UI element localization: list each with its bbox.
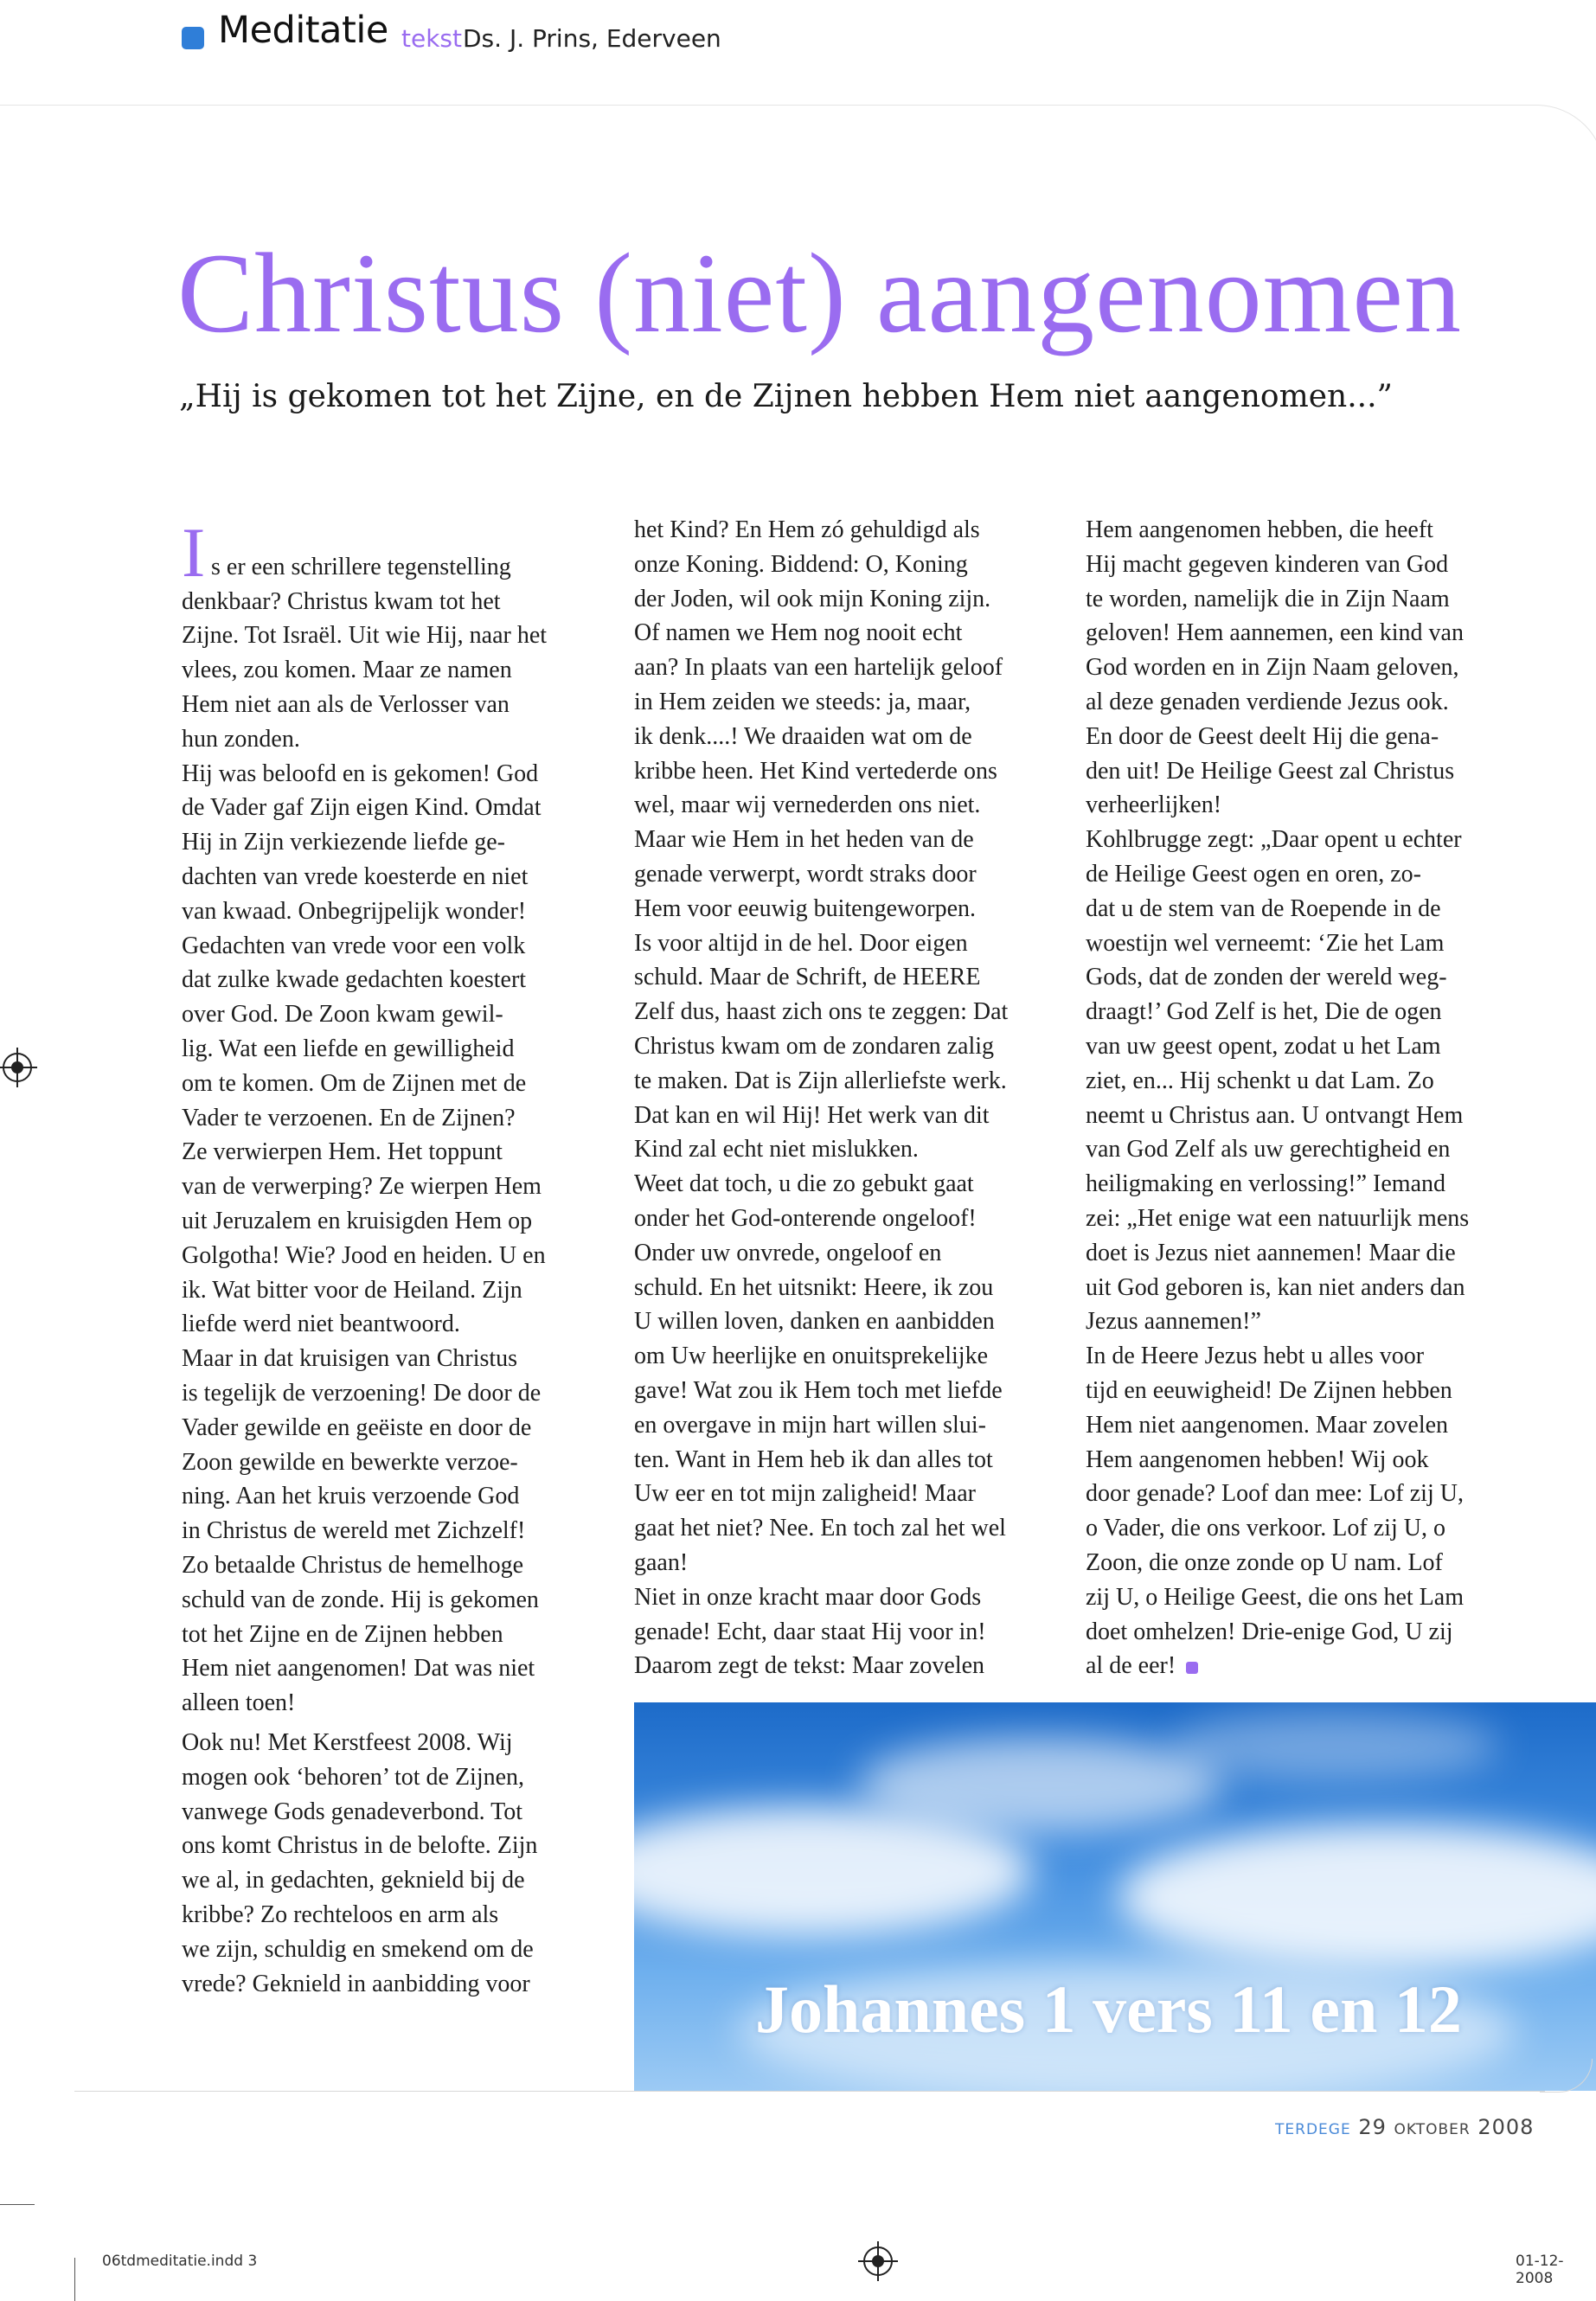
page-frame-corner	[1527, 105, 1596, 183]
body-column-1-continued: Ook nu! Met Kerstfeest 2008. Wij mogen ook ‘behoren’ tot de Zijnen, vanwege Gods genadeverbond. Tot ons komt Christus in de belofte. Zijn we al, in gedachten, geknield bij de kribbe? Zo rechteloos en arm als we zijn, schuldig en smekend om de vrede? Geknield in aanbidding voor	[182, 1729, 538, 1997]
cloud-shape	[1118, 1823, 1596, 1971]
body-column-1-text: s er een schrillere tegenstelling denkbaar? Christus kwam tot het Zijne. Tot Israël. Uit wie Hij, naar het vlees, zou komen. Maar ze namen Hem niet aan als de Verlosser van hun zonden. Hij was beloofd en is gekomen! God de Vader gaf Zijn eigen Kind. Omdat Hij in Zijn verkiezende liefde ge- dachten van vrede koesterde en niet van kwaad. Onbegrijpelijk wonder! Gedachten van vrede voor een volk dat zulke kwade gedachten koestert over God. De Zoon kwam gewil- lig. Wat een liefde en gewilligheid om te komen. Om de Zijnen met de Vader te verzoenen. En de Zijnen? Ze verwierpen Hem. Het toppunt van de verwerping? Ze wierpen Hem uit Jeruzalem en kruisigden Hem op Golgotha! Wie? Jood en heiden. U en ik. Wat bitter voor de Heiland. Zijn liefde werd niet beantwoord. Maar in dat kruisigen van Christus is tegelijk de verzoening! De door de Vader gewilde en geëiste en door de Zoon gewilde en bewerkte verzoe- ning. Aan het kruis verzoende God in Christus de wereld met Zichzelf! Zo betaalde Christus de hemelhoge schuld van de zonde. Hij is gekomen tot het Zijne en de Zijnen hebben Hem niet aangenomen! Dat was niet alleen toen!	[182, 553, 548, 1717]
article-subtitle: „Hij is gekomen tot het Zijne, en de Zijnen hebben Hem niet aangenomen...”	[179, 379, 1393, 414]
article-title: Christus (niet) aangenomen	[177, 229, 1462, 356]
registration-mark-icon	[3, 1053, 32, 1082]
end-of-article-square-icon	[1186, 1662, 1198, 1674]
section-marker-square	[182, 27, 204, 49]
cloud-shape	[1170, 1711, 1499, 1780]
body-column-3	[1086, 513, 1553, 1683]
slug-filename: 06tdmeditatie.indd 3	[102, 2253, 258, 2270]
folio	[1275, 2115, 1534, 2139]
author-name: Ds. J. Prins, Ederveen	[463, 24, 721, 53]
issue-date: 29 oktober 2008	[1358, 2115, 1535, 2139]
section-label: Meditatie	[218, 9, 388, 52]
body-column-1	[182, 513, 614, 1755]
tekst-label: tekst	[401, 24, 462, 53]
scripture-reference-caption: Johannes 1 vers 11 en 12	[755, 1971, 1462, 2047]
crop-mark	[0, 2204, 35, 2205]
body-column-3-text: Hem aangenomen hebben, die heeft Hij macht gegeven kinderen van God te worden, namelijk die in Zijn Naam geloven! Hem aannemen, een kind van God worden en in Zijn Naam geloven, al deze genaden verdiende Jezus ook. En door de Geest deelt Hij die gena- den uit! De Heilige Geest zal Christus verheerlijken! Kohlbrugge zegt: „Daar opent u echter de Heilige Geest ogen en oren, zo- dat u de stem van de Roepende in de woestijn wel verneemt: ‘Zie het Lam Gods, dat de zonden der wereld weg- draagt!’ God Zelf is het, Die de ogen van uw geest opent, zodat u het Lam ziet, en... Hij schenkt u dat Lam. Zo neemt u Christus aan. U ontvangt Hem van God Zelf als uw gerechtigheid en heiligmaking en verlossing!” Iemand zei: „Het enige wat een natuurlijk mens doet is Jezus niet aannemen! Maar die uit God geboren is, kan niet anders dan Jezus aannemen!” In de Heere Jezus hebt u alles voor tijd en eeuwigheid! De Zijnen hebben Hem niet aangenomen. Maar zovelen Hem aangenomen hebben! Wij ook door genade? Loof dan mee: Lof zij U, o Vader, die ons verkoor. Lof zij U, o Zoon, die onze zonde op U nam. Lof zij U, o Heilige Geest, die ons het Lam doet omhelzen! Drie-enige God, U zij al de eer!	[1086, 516, 1470, 1680]
slug-date: 01-12-2008	[1516, 2253, 1564, 2287]
page-bottom-line	[74, 2091, 1545, 2092]
drop-cap: I	[182, 513, 206, 592]
sky-image	[634, 1702, 1596, 2091]
page-frame-line	[0, 105, 1531, 106]
crop-mark	[74, 2258, 75, 2301]
body-column-2: het Kind? En Hem zó gehuldigd als onze Koning. Biddend: O, Koning der Joden, wil ook mijn Koning zijn. Of namen we Hem nog nooit echt aan? In plaats van een hartelijk geloof in Hem zeiden we steeds: ja, maar, ik denk....! We draaiden wat om de kribbe heen. Het Kind vertederde ons wel, maar wij vernederden ons niet. Maar wie Hem in het heden van de genade verwerpt, wordt straks door Hem voor eeuwig buitengeworpen. Is voor altijd in de hel. Door eigen schuld. Maar de Schrift, de HEERE Zelf dus, haast zich ons te zeggen: Dat Christus kwam om de zondaren zalig te maken. Dat is Zijn allerliefste werk. Dat kan en wil Hij! Het werk van dit Kind zal echt niet mislukken. Weet dat toch, u die zo gebukt gaat onder het God-onterende ongeloof! Onder uw onvrede, ongeloof en schuld. En het uitsnikt: Heere, ik zou U willen loven, danken en aanbidden om Uw heerlijke en onuitsprekelijke gave! Wat zou ik Hem toch met liefde en overgave in mijn hart willen slui- ten. Want in Hem heb ik dan alles tot Uw eer en tot mijn zaligheid! Maar gaat het niet? Nee. En toch zal het wel gaan! Niet in onze kracht maar door Gods genade! Echt, daar staat Hij voor in! Daarom zegt de tekst: Maar zovelen	[634, 516, 1009, 1680]
registration-mark-icon	[863, 2247, 893, 2276]
cloud-shape	[859, 1737, 1222, 1832]
publication-name: terdege	[1275, 2115, 1351, 2139]
